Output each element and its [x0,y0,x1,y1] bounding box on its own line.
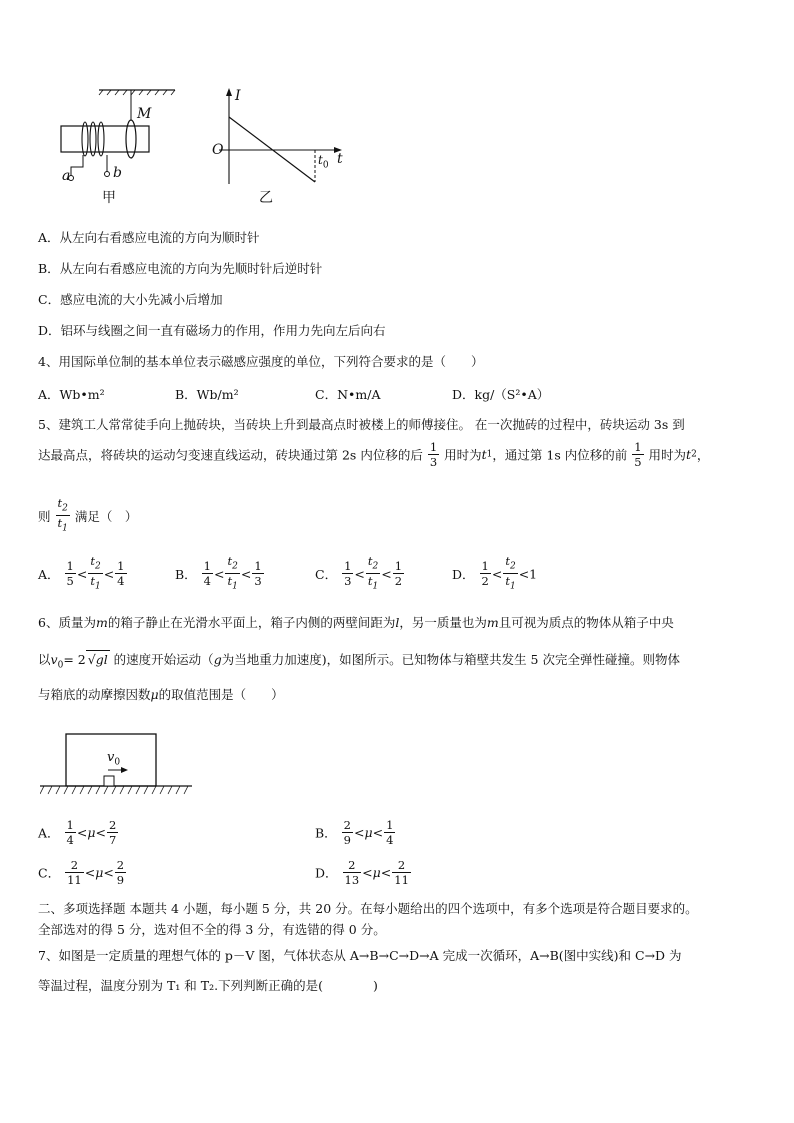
caption-yi: 乙 [259,190,273,206]
section2-line1: 二、多项选择题 本题共 4 小题，每小题 5 分，共 20 分。在每小题给出的四个选项中，有多个选项是符合题目要求的。 [38,901,698,916]
label-v0: $v_0$ [107,750,121,768]
label-M: M [137,106,152,122]
q5-option-a[interactable]: A． $\frac{1}{5}$ < $\frac{t_2}{t_1}$ < $\frac{1}{4}$ [38,554,125,592]
q5-line2: 达最高点，将砖块的运动匀变速直线运动，砖块通过第 2s 内位移的后 $\frac{1}{3}$ 用时为t1，通过第 1s 内位移的前 $\frac{1}{5}$ 用时为t2， [38,440,710,469]
q3-option-b[interactable]: B．从左向右看感应电流的方向为先顺时针后逆时针 [38,261,323,276]
q6-option-b[interactable]: B． $\frac{2}{9}$ <μ< $\frac{1}{4}$ [315,818,394,847]
q7-line1: 7、如图是一定质量的理想气体的 p－V 图，气体状态从 A→B→C→D→A 完成一次循环，A→B(图中实线)和 C→D 为 [38,948,682,963]
fraction-one-fifth: $\frac{1}{5}$ [634,440,642,469]
label-t: t [337,151,343,167]
q3-option-a[interactable]: A．从左向右看感应电流的方向为顺时针 [38,230,260,245]
q6-line2: 以$v_0= 2$ √gl 的速度开始运动（g为当地重力加速度)，如图所示。已知物体与箱壁共发生 5 次完全弹性碰撞。则物体 [38,652,680,671]
figure-yi [205,86,355,196]
label-t0: $t_0$ [318,153,329,171]
caption-jia: 甲 [102,190,116,206]
q4-option-a[interactable]: A．Wb•m² [38,387,105,402]
label-O: O [212,142,224,158]
q5-option-d[interactable]: D． $\frac{1}{2}$ < $\frac{t_2}{t_1}$ <1 [452,554,538,592]
q4-option-b[interactable]: B．Wb/m² [175,387,239,402]
q5-line1: 5、建筑工人常常徒手向上抛砖块，当砖块上升到最高点时被楼上的师傅接住。 在一次抛砖的过程中，砖块运动 3s 到 [38,417,685,432]
q6-option-c[interactable]: C． $\frac{2}{11}$ <μ< $\frac{2}{9}$ [38,858,125,887]
q4-option-d[interactable]: D．kg/（S²•A） [452,387,550,402]
q6-option-a[interactable]: A． $\frac{1}{4}$ <μ< $\frac{2}{7}$ [38,818,117,847]
label-I: I [235,88,241,104]
q6-line3: 与箱底的动摩擦因数μ的取值范围是（ ） [38,687,284,702]
q5-line3: 则 $\frac{t_2}{t_1}$ 满足（ ） [38,496,138,534]
q3-option-d[interactable]: D．铝环与线圈之间一直有磁场力的作用，作用力先向左后向右 [38,323,386,338]
label-b: b [113,165,122,181]
q7-line2: 等温过程，温度分别为 T₁ 和 T₂.下列判断正确的是( ) [38,978,378,993]
q5-option-b[interactable]: B． $\frac{1}{4}$ < $\frac{t_2}{t_1}$ < $\frac{1}{3}$ [175,554,262,592]
q4-stem: 4、用国际单位制的基本单位表示磁感应强度的单位，下列符合要求的是（ ） [38,354,484,369]
q6-option-d[interactable]: D． $\frac{2}{13}$ <μ< $\frac{2}{11}$ [315,858,409,887]
fraction-t2-t1: $\frac{t_2}{t_1}$ [57,496,68,534]
label-a: a [62,168,71,184]
q4-option-c[interactable]: C．N•m/A [315,387,381,402]
q3-option-c[interactable]: C．感应电流的大小先减小后增加 [38,292,223,307]
fraction-one-third: $\frac{1}{3}$ [429,440,438,469]
figure-jia [55,82,190,212]
q6-line1: 6、质量为m的箱子静止在光滑水平面上，箱子内侧的两壁间距为l，另一质量也为m且可视为质点的物体从箱子中央 [38,615,674,630]
q5-option-c[interactable]: C． $\frac{1}{3}$ < $\frac{t_2}{t_1}$ < $\frac{1}{2}$ [315,554,403,592]
section2-line2: 全部选对的得 5 分，选对但不全的得 3 分，有选错的得 0 分。 [38,922,386,937]
